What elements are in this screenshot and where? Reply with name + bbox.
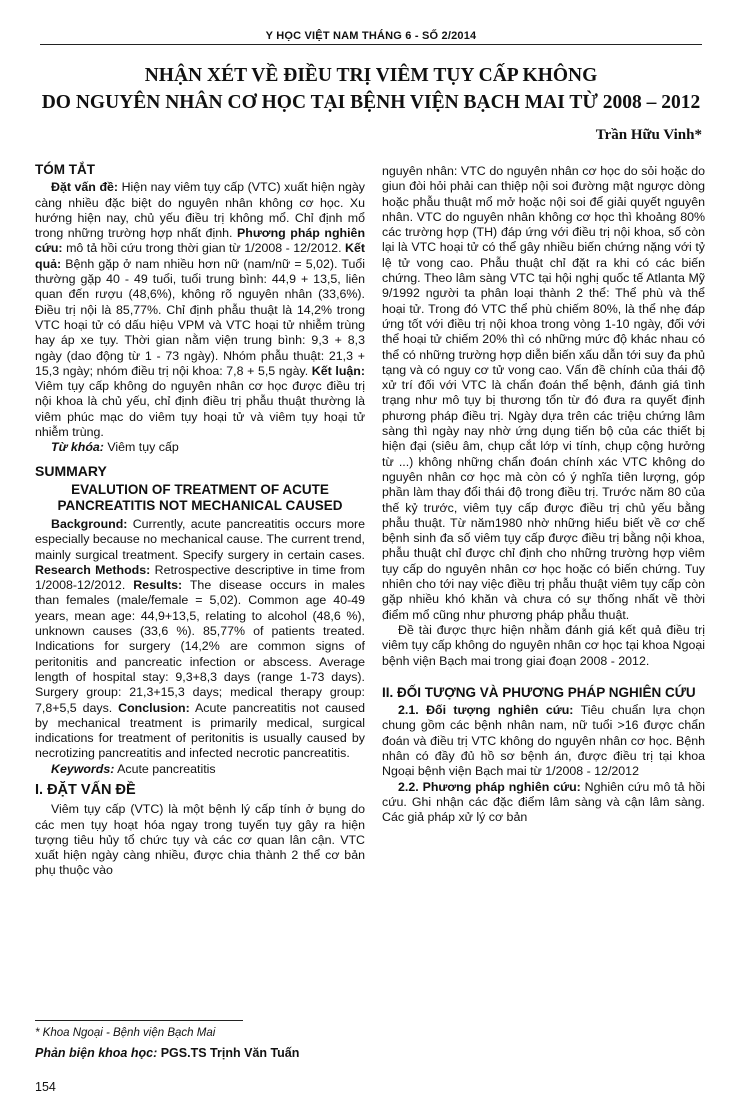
abstract-vi-label-conclusion: Kết luận: [311,363,365,378]
left-column [35,162,365,879]
section-2-heading: II. ĐỐI TƯỢNG VÀ PHƯƠNG PHÁP NGHIÊN CỨU [382,684,696,700]
abstract-vi-keywords-label: Từ khóa: [51,440,104,455]
abstract-en-text-methods: Retrospective descriptive in time from 1/2008-12/2012. [35,562,365,593]
abstract-en-keywords [35,762,365,777]
abstract-en-label-methods: Research Methods: [35,562,151,577]
section-1-heading: I. ĐẶT VẤN ĐỀ [35,781,136,798]
abstract-vi-text-results: Bệnh gặp ở nam nhiều hơn nữ (nam/nữ = 5,02). Tuổi thường gặp 40 - 49 tuổi, tuổi trung bình: 44,9 + 13,5, liên quan đến rượu (48,6%), không rõ nguyên nhân (33,6%). Điều trị nội là 85,77%. Chỉ định phẫu thuật là 14,2% trong VTC hoại tử có dấu hiệu VPM và VTC hoại tử nhiễm trùng hay áp xe tụy. Thời gian nằm viện trung bình: 9,3 + 8,3 ngày (dao động từ 1 - 73 ngày). Nhóm phẫu thuật: 21,3 + 15,3 ngày; nhóm điều trị nội khoa: 7,8 + 5,5 ngày. [35,256,365,378]
abstract-vi-label-background: Đặt vấn đề: [51,180,119,195]
abstract-vi-heading: TÓM TẮT [35,162,95,177]
abstract-en-text-conclusion: Acute pancreatitis not caused by mechanical treatment is primarily medical, surgical indications for treatment of peritonitis is usually caused by necrotizing pancreatitis and infected necrotic pancreatitis. [35,700,365,761]
abstract-en-body [35,517,365,762]
page-number: 154 [35,1080,56,1094]
reviewer-label: Phản biện khoa học: [35,1046,158,1060]
summary-title [35,482,365,514]
summary-title-line-1: EVALUTION OF TREATMENT OF ACUTE [71,481,329,497]
abstract-vi-text-conclusion: Viêm tụy cấp không do nguyên nhân cơ học được điều trị nội khoa là chủ yếu, chỉ định điều trị phẫu thuật thường là viêm phúc mạc do viêm tụy hoại tử và viêm tụy hoại tử nhiễm trùng. [35,379,365,440]
summary-title-line-2: PANCREATITIS NOT MECHANICAL CAUSED [57,497,343,513]
section-1-paragraph-left: Viêm tụy cấp (VTC) là một bệnh lý cấp tính ở bụng do các men tụy hoạt hóa ngay trong tuyến tụy gây ra hiện tượng tiêu hủy tổ chức tụy và các cơ quan lân cận. VTC xuất hiện ngày càng nhiều, được chia thành 2 thể cơ bản phụ thuộc vào [35,802,365,878]
abstract-en-keywords-text: Acute pancreatitis [114,761,216,776]
author-name: Trần Hữu Vinh* [595,127,702,143]
section-2-subsection-2 [382,780,705,826]
section-1-paragraph-right-2: Đề tài được thực hiện nhằm đánh giá kết quả điều trị viêm tụy cấp không do nguyên nhân cơ học tại khoa Ngoại bệnh viện Bạch mai trong giai đoạn 2008 - 2012. [382,622,705,668]
header-divider [40,44,702,45]
abstract-vi-body [35,180,365,440]
section-2-2-text: Nghiên cứu mô tả hồi cứu. Ghi nhận các đặc điểm lâm sàng và cận lâm sàng. Các giả pháp xử lý cơ bản [382,779,705,825]
abstract-en-text-background: Currently, acute pancreatitis occurs more especially because no mechanical cause. The current trend, mainly surgical treatment. Specify surgery in certain cases. [35,516,365,562]
section-2-2-label: 2.2. Phương pháp nghiên cứu: [398,779,581,794]
section-2-1-label: 2.1. Đối tượng nghiên cứu: [398,703,574,718]
abstract-vi-keywords-text: Viêm tụy cấp [103,440,179,455]
abstract-vi-text-methods: mô tả hồi cứu trong thời gian từ 1/2008 - 12/2012. [62,241,342,256]
abstract-en-keywords-label: Keywords: [51,761,115,776]
footnote-affiliation: * Khoa Ngoại - Bệnh viện Bạch Mai [35,1027,216,1039]
abstract-en-label-background: Background: [51,516,128,531]
abstract-en-label-results: Results: [133,578,183,593]
section-1-paragraph-right-1: nguyên nhân: VTC do nguyên nhân cơ học do sỏi hoặc do giun đòi hỏi phải can thiệp nội soi đường mật ngược dòng hoặc phẫu thuật mổ mở hoặc nội soi để giải quyết nguyên nhân. VTC do nguyên nhân không cơ học thì khoảng 80% các trường hợp (TH) đáp ứng với điều trị nội khoa, số còn lại là VTC hoại tử có thể gây nhiều biến chứng nặng với tỷ lệ tử vong cao. Phẫu thuật chỉ đặt ra khi có các biến chứng. Theo lâm sàng VTC tại hội nghị quốc tế Atlanta Mỹ 9/1992 người ta phân loại thành 2 thể: Thể phù và thể hoại tử. Trong đó VTC thể phù chiếm 80%, là thể nhẹ đáp ứng tốt với điều trị nội khoa trong vòng 1-10 ngày, đối với thể hoại tử chiếm 20% thì có những mức độ khác nhau có thể có những trường hợp diễn biến xấu dẫn tới suy đa phủ tạng và có nguy cơ tử vong cao. Vấn đề chính của thái độ xử trí đối với VTC là chẩn đoán thể bệnh, đánh giá tình trạng như mô tụy bị thương tổn từ đó đưa ra quyết định phương pháp điều trị. Ngày dựa trên các triệu chứng lâm sàng thì ngày nay nhờ ứng dụng tiến bộ của các thiết bị hiện đại (siêu âm, chụp cắt lớp vi tính, chụp cộng hưởng từ ...) không những chẩn đoán chính xác VTC không do nguyên nhân cơ học mà còn có ý nghĩa tiên lượng, góp phần làm thay đổi thái độ trong điều trị. Trước năm 80 của thế kỷ trước, viêm tụy cấp được điều trị chủ yếu bằng phẫu thuật. Từ năm1980 nhờ những hiểu biết về cơ chế bệnh sinh đa số viêm tụy cấp được điều trị bằng nội khoa, phẫu thuật chỉ được chỉ định cho những trường hợp viêm tụy cấp do nguyên nhân cơ học hoặc có biến chứng. Tuy nhiên cho tới nay việc điều trị phẫu thuật viêm tụy cấp còn gặp nhiều khó khăn và chưa có sự thống nhất về thời điểm mổ cũng như phương pháp phẫu thuật. [382,164,705,622]
abstract-vi-label-methods: Phương pháp nghiên cứu: [35,226,366,256]
title-line-1: NHẬN XÉT VỀ ĐIỀU TRỊ VIÊM TỤY CẤP KHÔNG [144,65,598,86]
footnote-reviewer [35,1046,299,1060]
title-line-2: DO NGUYÊN NHÂN CƠ HỌC TẠI BỆNH VIỆN BẠCH MAI TỪ 2008 – 2012 [41,92,701,113]
abstract-vi-text-background: Hiện nay viêm tụy cấp (VTC) xuất hiện ngày càng nhiều đặc biệt do nguyên nhân không cơ học. Xu hướng hiện nay, chủ yếu điều trị không mổ. Chỉ định mổ trong những trường hợp nhất định. [35,180,366,241]
footnote-divider [35,1020,243,1021]
abstract-en-label-conclusion: Conclusion: [118,700,190,715]
article-title [40,62,702,116]
abstract-en-text-results: The disease occurs in males than females (male/female = 5,02). Common age 40-49 years, mean age: 44,9+13,5, relating to alcohol (48,6 %), unknown causes (33,6 %). 85,77% of patients treated. Indications for surgery (14,2% are common signs of peritonitis and pancreatic infection or abscess. Average length of hospital stay: 9,3+8,3 days (range 1-73 days). Surgery group: 21,3+15,3 days; medical therapy group: 7,8+5,5 days. [35,578,365,715]
section-2-1-text: Tiêu chuẩn lựa chọn chung gồm các bệnh nhân nam, nữ tuổi >16 được chẩn đoán và điều trị VTC không do nguyên nhân cơ học. Bệnh nhân có đầy đủ hồ sơ bệnh án, được điều trị tại khoa Ngoại bệnh viện Bạch mai từ 1/2008 - 12/2012 [382,703,705,779]
section-2-subsection-1 [382,703,705,779]
reviewer-name: PGS.TS Trịnh Văn Tuấn [157,1046,300,1060]
right-column [382,164,705,825]
summary-heading: SUMMARY [35,462,107,479]
abstract-vi-label-results: Kết quả: [35,241,365,271]
journal-header: Y HỌC VIỆT NAM THÁNG 6 - SỐ 2/2014 [265,30,477,42]
abstract-vi-keywords [35,440,365,455]
